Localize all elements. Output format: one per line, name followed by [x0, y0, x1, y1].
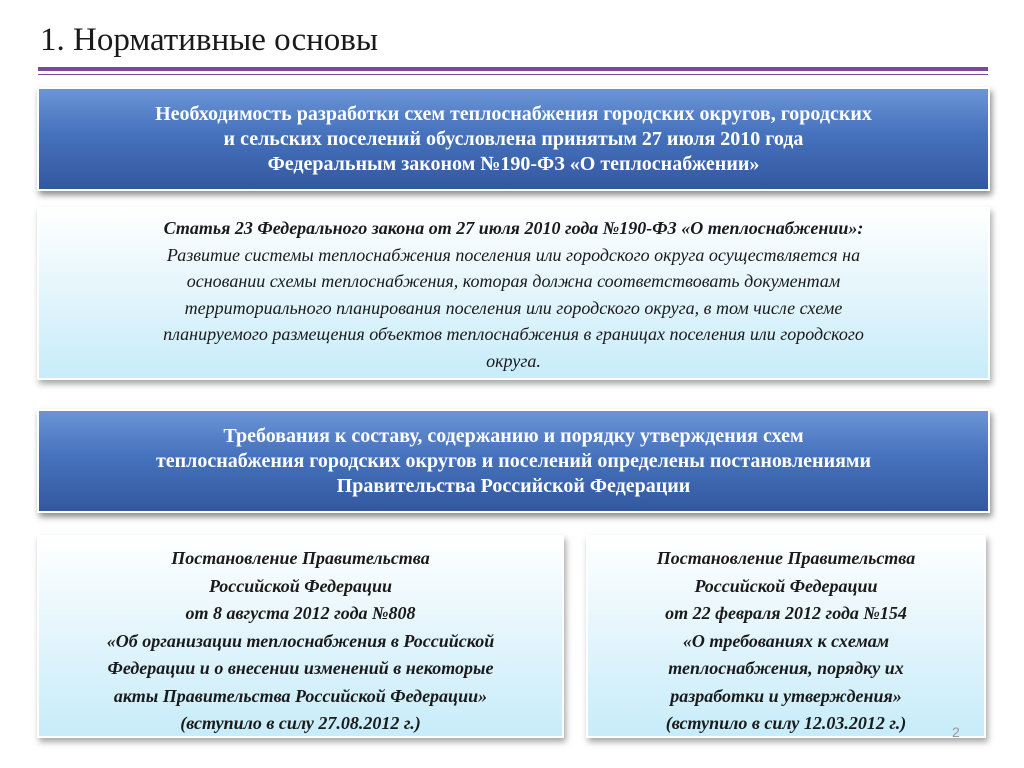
decree-154-line: от 22 февраля 2012 года №154: [665, 603, 907, 623]
decree-808-line: от 8 августа 2012 года №808: [185, 603, 416, 623]
decree-154-line: теплоснабжения, порядку их: [668, 658, 904, 678]
decree-154-line: (вступило в силу 12.03.2012 г.): [665, 713, 907, 733]
decree-808-line: Федерации и о внесении изменений в некоторые: [107, 658, 494, 678]
slide-number: 2: [952, 724, 960, 740]
decree-154-line: Российской Федерации: [694, 575, 878, 596]
requirements-text: Требования к составу, содержанию и порядку утверждения схем теплоснабжения городских округов и поселений определены постановлениями Правительства Российской Федерации: [155, 424, 872, 497]
decree-154-line: Постановление Правительства: [656, 548, 916, 568]
article-body: [53, 242, 974, 375]
requirements-box: [37, 409, 990, 513]
article-heading: Статья 23 Федерального закона от 27 июля 2010 года №190-ФЗ «О теплоснабжении»:: [163, 218, 864, 238]
decree-154-line: «О требованиях к схемам: [682, 630, 890, 651]
page-title: 1. Нормативные основы: [40, 22, 379, 58]
decree-154-line: разработки и утверждения»: [670, 685, 902, 706]
decree-808-box: [37, 535, 564, 738]
decree-808-line: Российской Федерации: [208, 575, 393, 596]
article-line: планируемого размещения объектов теплоснабжения в границах поселения или городского: [163, 324, 864, 344]
article-line: округа.: [486, 350, 541, 371]
intro-text: Необходимость разработки схем теплоснабжения городских округов, городских и сельских поселений обусловлена принятым 27 июля 2010 года Федеральным законом №190-ФЗ «О теплоснабжении»: [155, 102, 872, 175]
decree-808-line: (вступило в силу 27.08.2012 г.): [180, 713, 421, 733]
article-line: Развитие системы теплоснабжения поселения или городского округа осуществляется на: [166, 244, 861, 265]
decree-154-box: [586, 535, 986, 738]
decree-808-line: «Об организации теплоснабжения в Российской: [106, 630, 495, 651]
title-divider-thick: [38, 67, 988, 71]
decree-808-line: акты Правительства Российской Федерации»: [113, 685, 488, 706]
article-23-box: [37, 207, 990, 380]
article-line: основании схемы теплоснабжения, которая должна соответствовать документам: [186, 271, 841, 291]
intro-box: [37, 87, 990, 191]
decree-808-line: Постановление Правительства: [171, 548, 430, 568]
title-divider-thin: [38, 74, 988, 75]
article-line: территориального планирования поселения или городского округа, в том числе схеме: [184, 297, 843, 318]
